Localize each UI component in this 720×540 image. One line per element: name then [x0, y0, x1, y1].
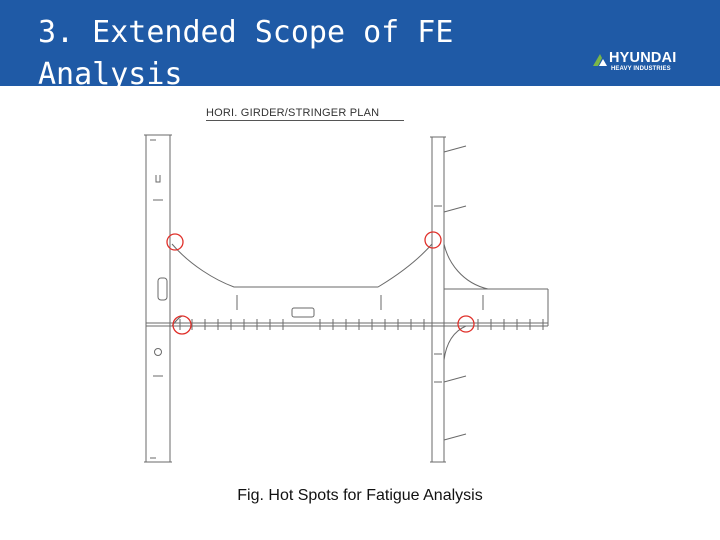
- hotspot-left-lower: [173, 316, 191, 334]
- figure-caption: Fig. Hot Spots for Fatigue Analysis: [237, 487, 483, 504]
- drawing-title-underline: [206, 120, 404, 121]
- hotspot-right-lower: [458, 316, 474, 332]
- drawing-title: HORI. GIRDER/STRINGER PLAN: [206, 107, 380, 119]
- logo-name: HYUNDAI: [609, 50, 677, 66]
- slide-title: 3. Extended Scope of FE Analysis: [38, 15, 472, 92]
- logo-subtitle: HEAVY INDUSTRIES: [611, 66, 671, 72]
- hotspot-right-upper: [425, 232, 441, 248]
